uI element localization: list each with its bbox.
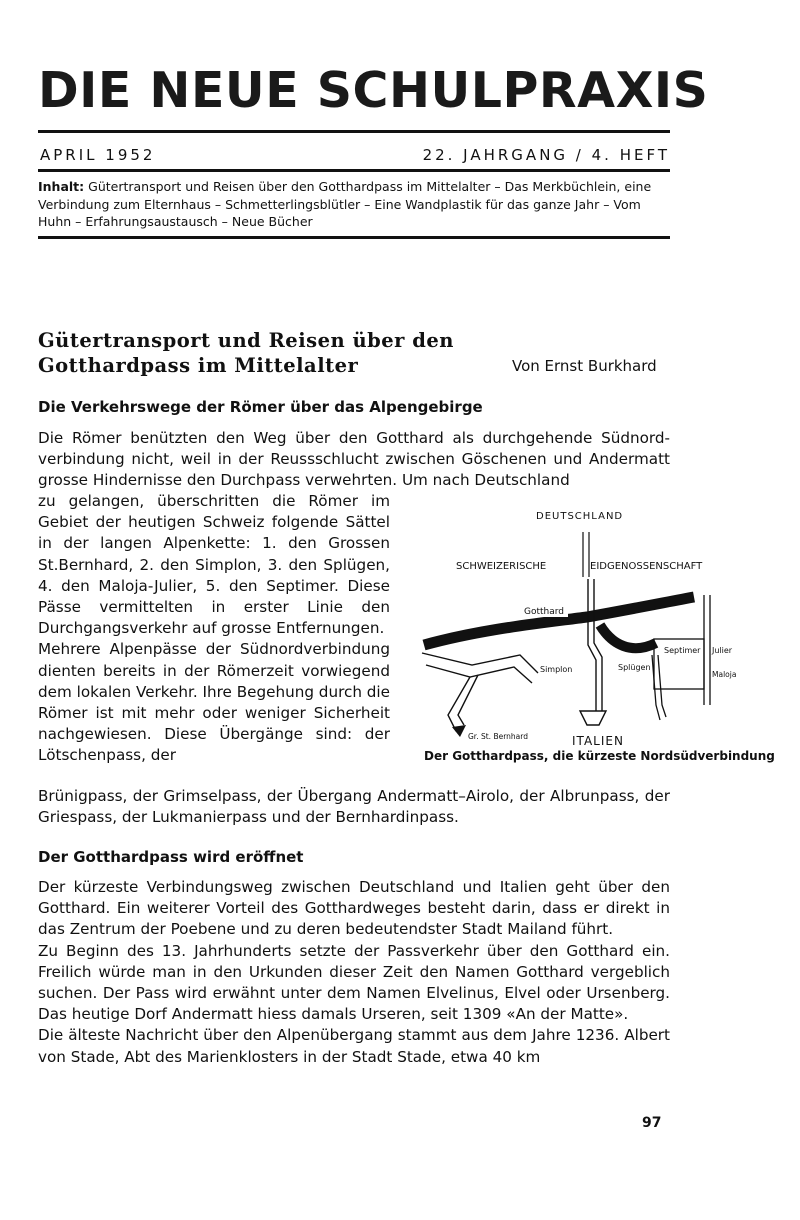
contents-rule-bottom — [38, 236, 670, 239]
masthead-rule-top — [38, 130, 670, 133]
map-label-maloja: Maloja — [712, 670, 737, 679]
map-bernhard-route-2 — [458, 675, 478, 725]
map-label-julier: Julier — [712, 646, 733, 655]
map-label-septimer: Septimer — [664, 646, 701, 655]
map-splugen-line-2 — [658, 655, 666, 717]
issue-number: 22. JAHRGANG / 4. HEFT — [422, 146, 670, 164]
map-splugen-route — [600, 625, 656, 648]
section-heading-roman-routes: Die Verkehrswege der Römer über das Alpengebirge — [38, 398, 483, 416]
contents-label: Inhalt: — [38, 179, 85, 194]
gotthard-route-map — [412, 505, 772, 750]
paragraph-passes-continued: Brünigpass, der Grimselpass, der Übergang Andermatt–Airolo, der Albrunpass, der Griespass, der Lukmanierpass und der Bernhardinpass. — [38, 787, 670, 827]
paragraph-13th-century: Zu Beginn des 13. Jahrhunderts setzte der Passverkehr über den Gotthard ein. Freilich würde man in den Urkunden dieser Zeit den Namen Gotthard vergeblich suchen. Der Pass wird erwähnt unter dem Namen Elvelinus, Elvel oder Ursenberg. Das heutige Dorf Andermatt hiess damals Urseren, seit 1309 «An der Matte». — [38, 941, 670, 1024]
article-title-line1: Gütertransport und Reisen über den — [38, 329, 454, 352]
paragraph-shortest-route: Der kürzeste Verbindungsweg zwischen Deutschland und Italien geht über den Gotthard. Ein weiterer Vorteil des Gotthardweges besteht darin, dass er direkt in das Zentrum der Poebene und zu deren bedeutendster Stadt Mailand führt. — [38, 878, 670, 939]
paragraph-local-passes: Mehrere Alpenpässe der Südnordverbindung dienten bereits in der Römerzeit vorwiegend dem lokalen Verkehr. Ihre Begehung durch die Römer ist mit mehr oder weniger Sicherheit nachgewiesen. Diese Übergänge sind: der Lötschenpass, der — [38, 640, 390, 765]
contents-text: Gütertransport und Reisen über den Gotthardpass im Mittelalter – Das Merkbüchlein, eine Verbindung zum Elternhaus – Schmetterlingsblütler – Eine Wandplastik für das ganze Jahr – Vom Huhn – Erfahrungsaustausch – Neue Bücher — [38, 179, 652, 229]
article-title — [38, 328, 454, 378]
journal-title: DIE NEUE SCHULPRAXIS — [38, 62, 709, 119]
map-label-gotthard: Gotthard — [524, 607, 565, 617]
map-bernhard-route — [448, 677, 470, 731]
section-heading-gotthard-opened: Der Gotthardpass wird eröffnet — [38, 848, 304, 866]
masthead-rule-middle — [38, 169, 670, 172]
map-label-swiss-left: SCHWEIZERISCHE — [456, 561, 547, 572]
map-simplon-route-2 — [426, 665, 532, 683]
map-bernhard-arrowhead — [452, 725, 466, 737]
paragraph-passes-list: zu gelangen, überschritten die Römer im Gebiet der heutigen Schweiz folgende Sättel in der langen Alpenkette: 1. den Grossen St.Bernhard, 2. den Simplon, 3. den Splügen, 4. den Maloja-Julier, 5. den Septimer. Diese Pässe vermittelten in erster Linie den Durchgangsverkehr auf grosse Entfernungen. — [38, 492, 390, 638]
map-simplon-route — [422, 653, 538, 673]
table-of-contents — [38, 178, 673, 231]
map-label-simplon: Simplon — [540, 665, 573, 674]
issue-date: APRIL 1952 — [40, 146, 156, 164]
map-gotthard-arrow-right — [594, 579, 602, 713]
map-label-bernhard: Gr. St. Bernhard — [468, 732, 528, 741]
paragraph-roman-passes — [38, 491, 390, 767]
paragraph-roman-intro: Die Römer benützten den Weg über den Gotthard als durchgehende Südnordverbindung nicht, weil in der Reussschlucht zwischen Göschenen und Andermatt grosse Hindernisse den Durchpass verwehrten. Um nach Deutschland — [38, 429, 670, 490]
article-title-line2: Gotthardpass im Mittelalter — [38, 354, 359, 377]
page-number: 97 — [642, 1115, 662, 1131]
map-gotthard-arrow-left — [588, 579, 596, 713]
map-label-swiss-right: EIDGENOSSENSCHAFT — [590, 561, 703, 572]
map-label-italy: ITALIEN — [572, 734, 624, 748]
map-label-splugen: Splügen — [618, 663, 651, 672]
map-label-germany: DEUTSCHLAND — [536, 511, 624, 522]
figure-caption: Der Gotthardpass, die kürzeste Nordsüdverbindung — [424, 749, 775, 763]
section2-body — [38, 877, 670, 1068]
paragraph-oldest-record: Die älteste Nachricht über den Alpenübergang stammt aus dem Jahre 1236. Albert von Stade, Abt des Marienklosters in der Stadt Stade, etwa 40 km — [38, 1026, 670, 1066]
map-gotthard-arrowhead — [580, 711, 606, 725]
article-author: Von Ernst Burkhard — [512, 357, 657, 375]
